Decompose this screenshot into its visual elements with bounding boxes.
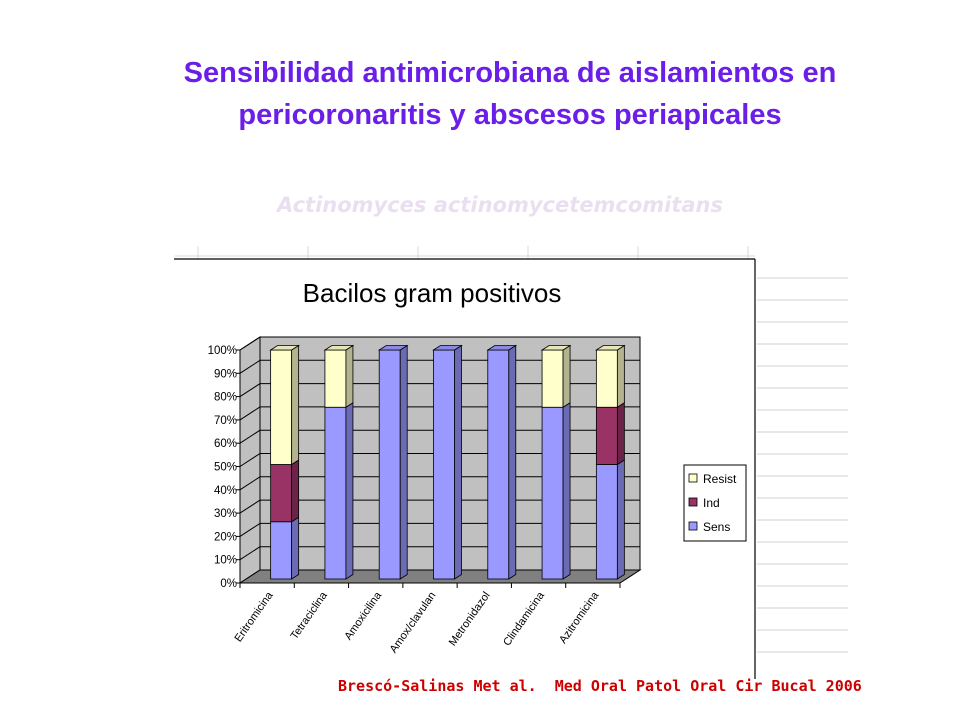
citation: Brescó-Salinas Met al. Med Oral Patol Oral Cir Bucal 2006: [338, 677, 862, 695]
y-tick-label: 80%: [213, 391, 237, 404]
bar-segment-sens: [542, 407, 563, 579]
bar-side-resist: [346, 346, 353, 408]
bar-side-resist: [292, 346, 299, 465]
bar-segment-resist: [596, 350, 617, 407]
bar-side-sens: [509, 346, 516, 580]
bar-segment-resist: [325, 350, 346, 407]
legend-label-ind: Ind: [703, 496, 720, 510]
x-category-label: Amoxicilina: [342, 589, 385, 643]
bar-side-sens: [346, 403, 353, 579]
bar-side-sens: [563, 403, 570, 579]
x-category-label: Tetraciclina: [288, 589, 330, 642]
bar-segment-resist: [542, 350, 563, 407]
bar-segment-sens: [271, 522, 292, 579]
x-category-label: Azitromicina: [557, 589, 602, 646]
legend-swatch-sens: [689, 522, 697, 530]
chart-title: Bacilos gram positivos: [302, 278, 562, 308]
legend-swatch-ind: [689, 498, 697, 506]
legend-label-resist: Resist: [703, 472, 737, 486]
bar-segment-sens: [434, 350, 455, 579]
y-tick-label: 100%: [207, 345, 237, 357]
y-tick-label: 20%: [213, 531, 237, 544]
bar-side-resist: [617, 346, 624, 408]
bar-side-sens: [617, 460, 624, 579]
y-tick-label: 90%: [213, 368, 237, 381]
y-tick-label: 10%: [213, 554, 237, 567]
bar-segment-sens: [596, 465, 617, 580]
bar-segment-sens: [379, 350, 400, 579]
bar-segment-ind: [596, 407, 617, 464]
legend-label-sens: Sens: [703, 520, 731, 534]
bar-side-resist: [563, 346, 570, 408]
bar-segment-sens: [488, 350, 509, 579]
bar-side-sens: [455, 346, 462, 580]
y-tick-label: 50%: [213, 461, 237, 474]
x-category-label: Amox/clavulan: [387, 589, 439, 656]
bar-side-sens: [292, 517, 299, 579]
x-category-label: Metronidazol: [446, 589, 493, 649]
legend: [684, 465, 746, 541]
legend-swatch-resist: [689, 474, 697, 482]
slide-title-line-1: Sensibilidad antimicrobiana de aislamientos en: [183, 57, 837, 89]
y-tick-label: 0%: [220, 578, 237, 590]
y-tick-label: 70%: [213, 414, 237, 427]
bar-side-sens: [400, 346, 407, 580]
slide-title-line-2: pericoronaritis y abscesos periapicales: [238, 99, 782, 131]
x-category-label: Clindamicina: [501, 589, 548, 649]
x-category-label: Eritromicina: [232, 589, 276, 645]
bar-side-ind: [292, 460, 299, 522]
y-tick-label: 30%: [213, 508, 237, 521]
y-tick-label: 60%: [213, 438, 237, 451]
y-tick-label: 40%: [213, 484, 237, 497]
bar-segment-sens: [325, 407, 346, 579]
bar-segment-ind: [271, 465, 292, 522]
background-title: Actinomyces actinomycetemcomitans: [276, 193, 723, 217]
bar-side-ind: [617, 403, 624, 465]
bar-segment-resist: [271, 350, 292, 465]
